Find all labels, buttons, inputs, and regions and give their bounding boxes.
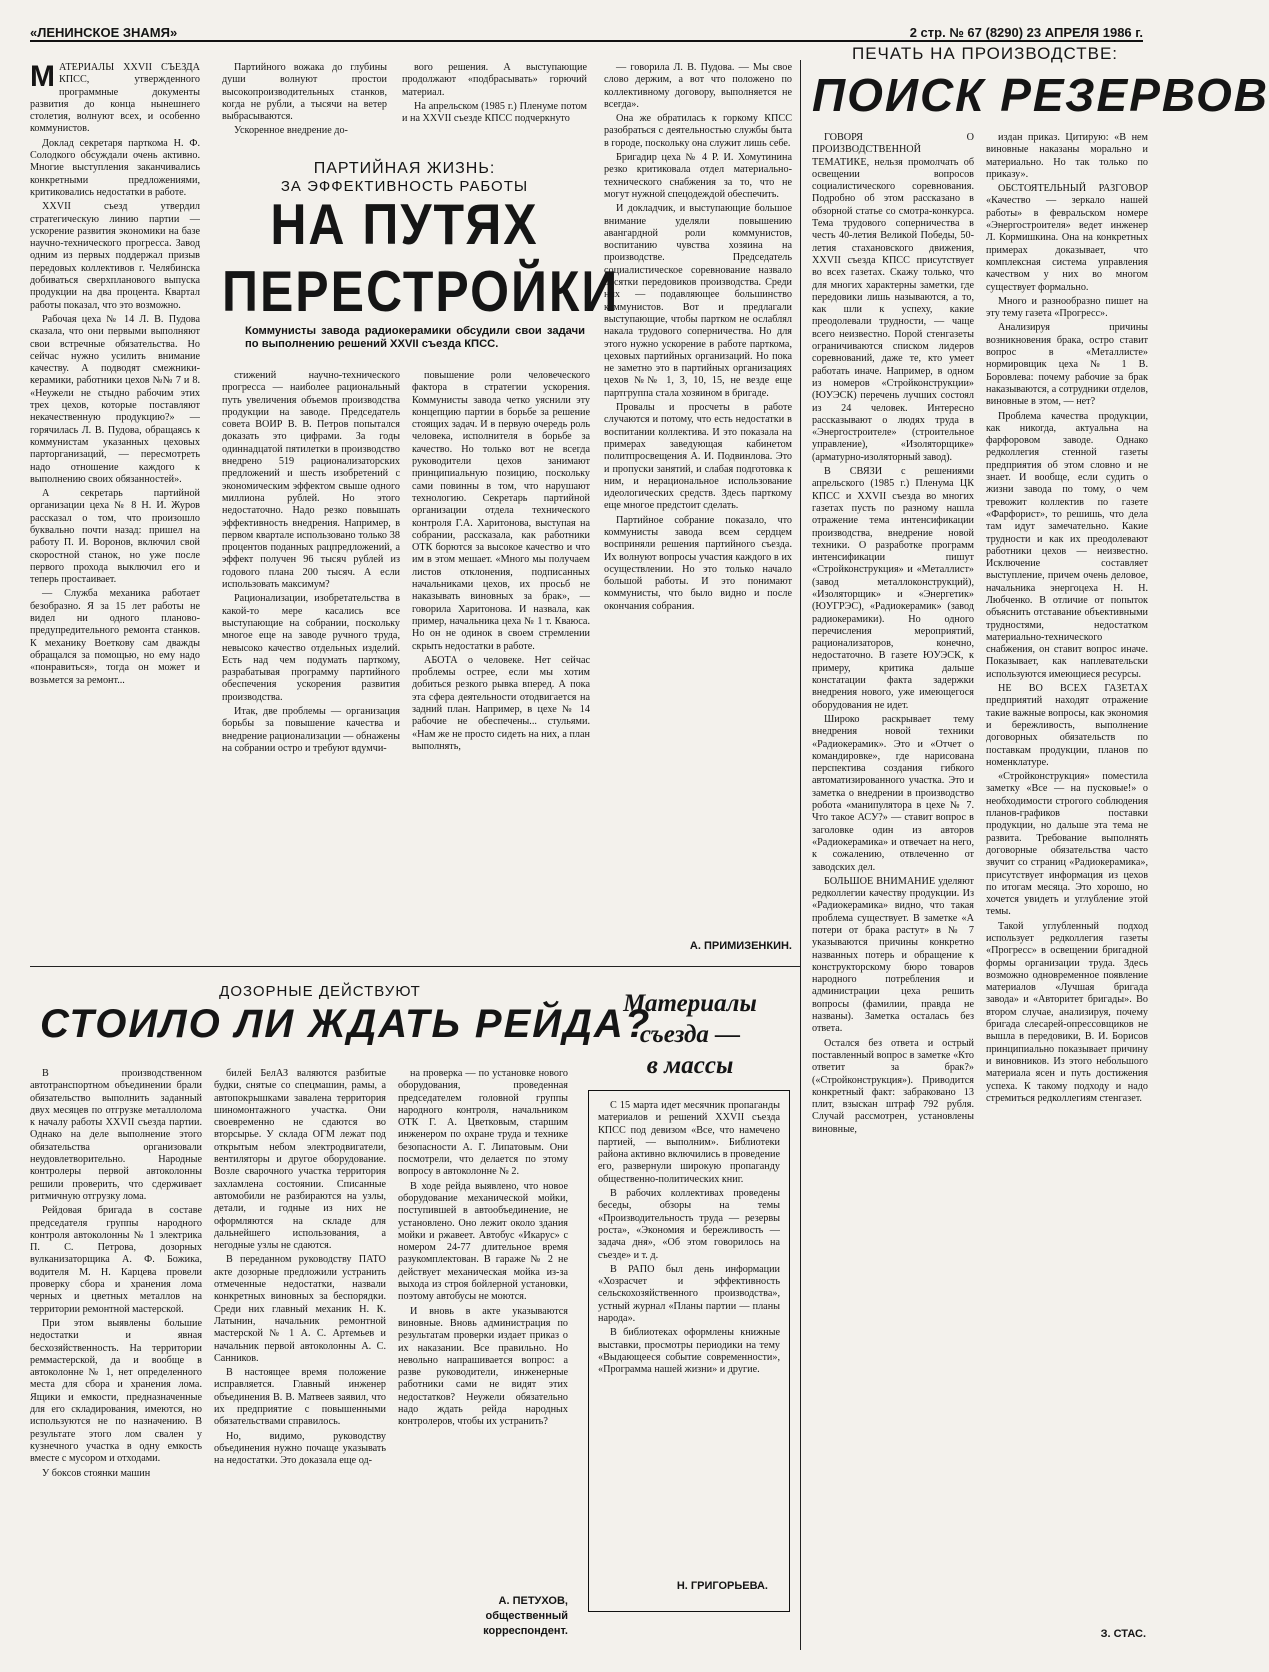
paragraph: С 15 марта идет месячник пропаганды материалов и решений XXVII съезда КПСС под девизом «Все, что намечено партией, — выполним». Библиотеки района активно включились в проведение его, развернули широкую пропаганду общественно-политических книг. [598,1100,780,1185]
drop-cap: М [30,60,55,93]
paragraph: Доклад секретаря парткома Н. Ф. Солодкого обсуждали очень активно. Многие выступления заканчивались конкретными предложениями, критиковались недостатки в работе. [30,137,200,198]
paragraph: МАТЕРИАЛЫ XXVII СЪЕЗДА КПСС, утвержденного программные документы развития до конца нынешнего столетия, волнуют всех, и особенно коммунистов. [30,60,200,135]
paragraph: Широко раскрывает тему внедрения новой техники «Радиокерамик». Это и «Отчет о командировке», где нарисована перспектива создания гибкого автоматизированного участка. Это и заметка о внедрении в производство робота «манипулятора в цехе № 7. Что такое АСУ?» — ставит вопрос в заголовке один из авторов «Радиокерамика» и отвечает на него, к сожалению, отвлеченно от заводских дел. [812,713,974,873]
paragraph: — говорила Л. В. Пудова. — Мы свое слово держим, а вот что положено по коллективному договору, выполняется не всегда». [604,62,792,110]
paragraph: стижений научно-технического прогресса — наиболее рациональный путь увеличения объемов производства продукции на заводе. Председатель совета ВОИР В. В. Петров попытался доказать это цифрами. За годы одиннадцатой пятилетки в производство внедрено 519 рационализаторских предложений и шесть изобретений с экономическим эффектом свыше одного миллиона рублей. Но этого недостаточно. Надо резко повышать эффективность внедрения. Например, в первом квартале использовано только 38 процентов поданных рацпредложений, а эффект получен 96 тысяч рублей из годового плана 200 тысяч. А если использовать максимум? [222,370,400,591]
vertical-rule [800,60,801,1650]
paragraph: Провалы и просчеты в работе случаются и потому, что есть недостатки в воспитании коллектива. И это показала на примерах заведующая кабинетом политпросвещения А. И. Подвинлова. Это и пропуски занятий, и слабая подготовка к ним, и нерациональное использование идеологических средств. Здесь парткому еще многое предстоит сделать. [604,402,792,512]
issue-info: 2 стр. № 67 (8290) 23 АПРЕЛЯ 1986 г. [909,25,1143,40]
article1-col4 [604,62,792,932]
paragraph: В библиотеках оформлены книжные выставки, просмотры периодики на тему «Выдающееся событие современности», «Программа нашей жизни» и другие. [598,1327,780,1376]
article1-col3-bottom [412,370,590,960]
article1-col2-top [222,62,387,150]
paragraph: Она же обратилась к горкому КПСС разобраться с деятельностью службы быта в городе, поскольку она служит лишь себе. [604,113,792,149]
article1-col1 [30,62,200,960]
article1-headline [222,191,620,324]
article4-text [598,1100,780,1570]
paragraph: Партийного вожака до глубины души волнуют простои высокопроизводительных станков, когда не рубли, а тысячи на ветер выбрасываются. [222,62,387,123]
article1-col3-top [402,62,587,150]
paragraph: ОБСТОЯТЕЛЬНЫЙ РАЗГОВОР «Качество — зеркало нашей работы» в февральском номере «Энергостроителя» ведет инженер Л. Кормишкина. Она на конкретных примерах доказывает, что комплексная система управления качеством у них во многом существует формально. [986,183,1148,293]
article3-col1 [30,1068,202,1658]
paragraph: вого решения. А выступающие продолжают «подбрасывать» горючий материал. [402,62,587,98]
paragraph: на проверка — по установке нового оборудования, проведенная председателем головной группы народного контроля, начальником ОТК Г. А. Цветковым, старшим инженером по охране труда и технике безопасности А. Г. Липатовым. Они посмотрели, что делается по этому вопросу в автоколонне № 2. [398,1068,568,1178]
headline-line-1: НА ПУТЯХ [270,192,539,257]
paragraph: В рабочих коллективах проведены беседы, обзоры на темы «Производительность труда — резервы роста», «Экономия и бережливость — задача дня», «Об этом говорилось на съезде» и т. д. [598,1188,780,1261]
masthead [30,18,1143,42]
paragraph: ГОВОРЯ О ПРОИЗВОДСТВЕННОЙ ТЕМАТИКЕ, нельзя промолчать об освещении вопросов социалистического соревнования. Подробно об этом рассказано в обзорной статье со смотра-конкурса. Тема трудового соперничества в честь 40-летия Великой Победы, 50-летия стахановского движения, XXVII съезда КПСС присутствует во всех газетах. Скажу только, что для многих характерны заметки, где передовики лишь называются, а то, как шли к успеху, какие преодолевали трудности, — чаще всего неизвестно. Порой стенгазеты ограничиваются списком лидеров соревнований, даже те, кто умеет работать иначе. Например, в одном из номеров «Стройконструкции» (ЮУЭСК) перечень лучших состоял из 24 человек. Интересно рассказывают о людях труда в «Энергостроителе» (строительное управление), «Изоляторщике» (арматурно-изоляторный завод). [812,132,974,463]
paragraph: билей БелАЗ валяются разбитые будки, снятые со спецмашин, рамы, а автопокрышками завалена территория шиномонтажного участка. Они своевременно не сдаются во вторсырье. У склада ОГМ лежат под открытым небом электродвигатели, вентиляторы и другое оборудование. Возле сварочного участка территория захламлена состоянии. Списанные автомобили не разбираются на узлы, детали, и годные из них не оформляются на складе для дальнейшего использования, а негодные узлы не сдаются. [214,1068,386,1252]
title-line-3: в массы [646,1052,734,1079]
article2-col2 [986,132,1148,1622]
article2-signature: З. СТАС. [1100,1628,1146,1640]
article2-headline: ПОИСК РЕЗЕРВОВ [812,69,1269,121]
paragraph: Ускоренное внедрение до- [234,125,348,137]
article3-col2 [214,1068,386,1658]
signature-line-2: общественный корреспондент. [483,1610,568,1637]
paragraph: Анализируя причины возникновения брака, остро ставит вопрос в «Металлисте» нормировщик цеха № 1 В. Боровлева: почему рабочие за брак наказываются, а сотрудники отделов, виновные в этом, — нет? [986,322,1148,408]
paragraph: НЕ ВО ВСЕХ ГАЗЕТАХ предприятий находят отражение такие важные вопросы, как экономия и бережливость, выполнение договорных обязательств по поставкам продукции, планов по номенклатуре. [986,683,1149,768]
paragraph: XXVII съезд утвердил стратегическую линию партии — ускорение развития экономики на базе научно-технического прогресса. Завод одним из первых поддержал призыв передовых коллективов г. Челябинска добиваться сверхпланового выпуска продукции на два процента. Квартал работы показал, что это возможно. [30,201,200,311]
newspaper-name: «ЛЕНИНСКОЕ ЗНАМЯ» [30,25,178,40]
paragraph: Бригадир цеха № 4 Р. И. Хомутинина резко критиковала отдел материально-технического снабжения за то, что не могут нужной спецодеждой обеспечить. [604,152,792,200]
article2-col1 [812,132,974,1647]
paragraph: Но, видимо, руководству объединения нужно почаще указывать на недостатки. Это доказала еще од- [214,1430,386,1467]
headline-line-2: ПЕРЕСТРОЙКИ [222,259,620,324]
article4-signature: Н. ГРИГОРЬЕВА. [676,1580,768,1592]
paragraph: Итак, две проблемы — организация борьбы за повышение качества и внедрение рационализации — обнажены на собрании остро и требуют вдумчи- [222,706,400,754]
rubric-line-2: ЗА ЭФФЕКТИВНОСТЬ РАБОТЫ [280,178,529,195]
paragraph: «Стройконструкция» поместила заметку «Все — на пусковые!» о необходимости строгого соблюдения планов-графиков поставки продукции, но дальше эта тема не развита. Требование выполнять договорные обязательства часто звучит со страниц «Радиокерамика», присутствует информация из цехов по итогам месяца. Это хорошо, но хочется увидеть и углубление этой темы. [986,771,1148,918]
paragraph: В ходе рейда выявлено, что новое оборудование механической мойки, поступившей в автообъединение, не установлено. Оно лежит около здания мойки и ржавеет. Автобус «Икарус» с номером 24-77 длительное время разукомплектован. В гараже № 2 не действует механическая мойка из-за выхода из строя бойлерной установки, поэтому автобусы не моются. [398,1180,568,1303]
title-line-2: съезда — [639,1021,741,1048]
article1-lead: Коммунисты завода радиокерамики обсудили свои задачи по выполнению решений XXVII съезда КПСС. [245,325,585,350]
paragraph: АБОТА о человеке. Нет сейчас проблемы острее, если мы хотим добиться резкого рывка вперед. А пока эта сфера деятельности отодвигается на задний план. Например, в цехе № 14 рабочие не обеспечены... стульями. «Нам же не просто сидеть на них, а план выполнять, [412,654,590,752]
article4-title [600,988,780,1081]
paragraph: При этом выявлены большие недостатки и явная бесхозяйственность. На территории реммастерской, да и вообще в автоколонне № 1, нет определенного места для сбора и хранения лома. Ящики и емкости, предназначенные для его складирования, имеются, но используются не по назначению. В результате этого лом свален у кузнечного участка в одну емкость вместе с мусором и отходами. [30,1317,202,1465]
paragraph: издан приказ. Цитирую: «В нем виновные наказаны морально и материально. Но так только по приказу». [986,132,1148,180]
paragraph: Такой углубленный подход использует редколлегия газеты «Прогресс» в освещении бригадной формы организации труда. Здесь возможно одновременное появление материалов «Лучшая бригада завода» и «Авторитет бригады». Во втором случае, анализируя, почему бригада слесарей-опрессовщиков не вышла в передовики, В. И. Борисов принципиально показывает причину и виновников. Из этого небольшого материала ясен и путь достижения успеха. К такому подходу и надо стремиться редколлегиям стенгазет. [986,920,1148,1104]
paragraph: БОЛЬШОЕ ВНИМАНИЕ уделяют редколлегии качеству продукции. Из «Радиокерамика» видно, что такая проблема существует. В заметке «А потери от брака растут» в № 7 указываются причины конкретно названных потерь и обращение к конструкторскому бюро товаров народного потребления и администрации цеха решить вопросы (фамилии, правда не названы). Заметка осталась без ответа. [812,875,974,1035]
paragraph: — Служба механика работает безобразно. Я за 15 лет работы не видел ни одного планово-предупредительного ремонта станков. К механику Воеткову сам дважды обращался за помощью, но ему надо «понравиться», тогда он может и возьмется за ремонт... [30,588,200,686]
paragraph: В переданном руководству ПАТО акте дозорные предложили устранить отмеченные недостатки, назвали конкретных виновных за беспорядки. Среди них главный механик Н. К. Латынин, начальник ремонтной мастерской № 1 А. С. Артемьев и начальник первой автоколонны А. С. Санников. [214,1254,386,1364]
paragraph: Остался без ответа и острый поставленный вопрос в заметке «Кто ответит за брак?» («Стройконструкция»). Приводится конкретный факт: забраковано 13 плит, взыскан штраф 792 рубля. Случай рассмотрен, установлены виновные, [812,1037,974,1135]
paragraph: Партийное собрание показало, что коммунисты завода всем сердцем восприняли решения партийного съезда. Их волнуют вопросы участия каждого в их осуществлении. Но это только начало большой работы. И это понимают коммунисты, что было видно и после окончания собрания. [604,514,792,612]
paragraph: На апрельском (1985 г.) Пленуме потом и на XXVII съезде КПСС подчеркнуто [402,100,587,125]
paragraph: У боксов стоянки машин [42,1467,151,1479]
article3-signature [398,1594,568,1639]
paragraph: Проблема качества продукции, как никогда, актуальна на фарфоровом заводе. Однако редколлегия стенной газеты предприятия об этом словно и не знает. И вообще, если судить о жизни завода по тому, о чем тревожит коллектив по газете «Фарфорист», то решишь, что дела там идут замечательно. Какие трудности и как их преодолевают работники цехов — неизвестно. Исключение составляет выступление, причем очень деловое, начальника энергоцеха Н. Н. Любченко. В отличие от попыток объяснить отставание объективными трудностями, недостатком материально-технического снабжения, он ставит вопрос иначе. Показывает, как наплевательски используются имеющиеся ресурсы. [986,410,1148,680]
paragraph: В СВЯЗИ с решениями апрельского (1985 г.) Пленума ЦК КПСС и XXVII съезда во многих газетах пусть по разному нашла отражение тема интенсификации производства, внедрение новой техники. О разработке программ интенсификации пишут «Стройконструкция» и «Металлист» (завод металлоконструкций), «Изоляторщик» и «Энергетик» (ЮУГРЭС), «Радиокерамик» (завод радиокерамики). Но одного перечисления мероприятий, рационализаторов, конечно, недостаточно. В газете ЮУЭСК, к примеру, критика дальше констатации факта задержки внедрения нового, уже имеющегося оборудования не идет. [812,466,974,711]
paragraph: А секретарь партийной организации цеха № 8 Н. И. Журов рассказал о том, что произошло буквально почти назад: пришел на работу П. И. Воронов, включил свой скоростной станок, но уже после первого прохода выключил его и теперь простаивает. [30,488,200,586]
paragraph: повышение роли человеческого фактора в стратегии ускорения. Коммунисты завода четко уяснили эту концепцию партии в борьбе за решение стоящих задач. И в первую очередь роль человека, исполнителя в борьбе за качество. Но только вот не всегда руководители цехов занимают принципиальную позицию, поскольку сами повинны в том, что нарушают технологию. Секретарь партийной организации отдела технического контроля Г.А. Харитонова, выступая на собрании, рассказала, как работники ОТК борются за высокое качество и что им в этом мешает. «Много мы получаем листов отклонения, подписанных начальниками цехов, их просьб не наказывать виновных за брак», — говорила Харитонова. И назвала, как пример, начальника цеха № 1 т. Кваюса. Но он не одинок в своем стремлении скрыть недостатки в работе. [412,370,590,652]
article3-headline: СТОИЛО ЛИ ЖДАТЬ РЕЙДА? [40,1002,652,1046]
paragraph: Рейдовая бригада в составе председателя группы народного контроля автоколонны № 1 электрика П. С. Петрова, дозорных вулканизаторщика А. Ф. Божика, водителя М. Н. Карцева провели проверку сбора и хранения лома черных и цветных металлов на территории ремонтной мастерской. [30,1205,202,1315]
article3-col3 [398,1068,568,1588]
signature-line-1: А. ПЕТУХОВ, [498,1595,568,1607]
article1-signature: А. ПРИМИЗЕНКИН. [689,940,792,952]
article2-rubric: ПЕЧАТЬ НА ПРОИЗВОДСТВЕ: [851,44,1119,63]
paragraph: Рационализации, изобретательства в какой-то мере касались все выступающие на собрании, поскольку многое еще на заводе ручного труда, невысоко качество отдельных изделий. Есть над чем подумать парткому, разрабатывая программу партийного обеспечения ускорения развития производства. [222,593,400,703]
paragraph: В производственном автотранспортном объединении брали обязательство выполнить заданный двух месяцев по отгрузке металлолома к началу работы XXVII съезда партии. Однако на деле выполнение этого обязательства организовали неудовлетворительно. Народные контролеры первой автоколонны решили проверить, что сдерживает ритмичную отгрузку лома. [30,1068,202,1202]
paragraph: В настоящее время положение исправляется. Главный инженер объединения В. В. Матвеев заявил, что их предприятие с повышенными обязательствами справилось. [214,1367,386,1428]
article1-col2-bottom [222,370,400,960]
rubric-line-1: ПАРТИЙНАЯ ЖИЗНЬ: [313,160,496,177]
article3-rubric: ДОЗОРНЫЕ ДЕЙСТВУЮТ [219,983,421,1000]
paragraph: Рабочая цеха № 14 Л. В. Пудова сказала, что они первыми выполняют свои встречные обязательства. Но сейчас нужно усилить внимание качеству. А подводят смежники-керамики, работники цехов №№ 7 и 8. «Неужели не стыдно рабочим этих трех цехов, которые поставляют некачественную продукцию?» — горячилась Л. В. Пудова, обращаясь к коммунистам указанных цеховых парторганизаций, — пересмотреть надо отношение каждого к выполнению своих обязанностей». [30,313,200,485]
horizontal-rule [30,966,800,967]
paragraph: И вновь в акте указываются виновные. Вновь администрация по результатам проверки издает приказ о их наказании. Все правильно. Но невольно напрашивается вопрос: а разве руководители, инженерные работники сами не видят этих недостатков? Неужели обязательно надо ждать рейда народных контролеров, чтобы их устранить? [398,1305,568,1428]
paragraph: В РАПО был день информации «Хозрасчет и эффективность сельскохозяйственного производства», устный журнал «Планы партии — планы народа». [598,1263,780,1325]
title-line-1: Материалы [623,990,757,1017]
paragraph: И докладчик, и выступающие большое внимание уделяли повышению авангардной роли коммунистов, воспитанию чувства хозяина на производстве. Председатель социалистическое соревнование назвало десятки передовиков производства. Среди них — подавляющее большинство коммунистов. Вот и предлагали выступающие, чтобы партком не ослаблял накала трудового соперничества. Но для этого нужно ускорение в работе парткома, цеховых партийных организаций. Но пока не заметно это в партийных организациях цехов №№ 1, 3, 10, 15, не везде еще партгруппа стала хозяином в бригаде. [604,203,792,399]
paragraph: Много и разнообразно пишет на эту тему газета «Прогресс». [986,295,1148,320]
